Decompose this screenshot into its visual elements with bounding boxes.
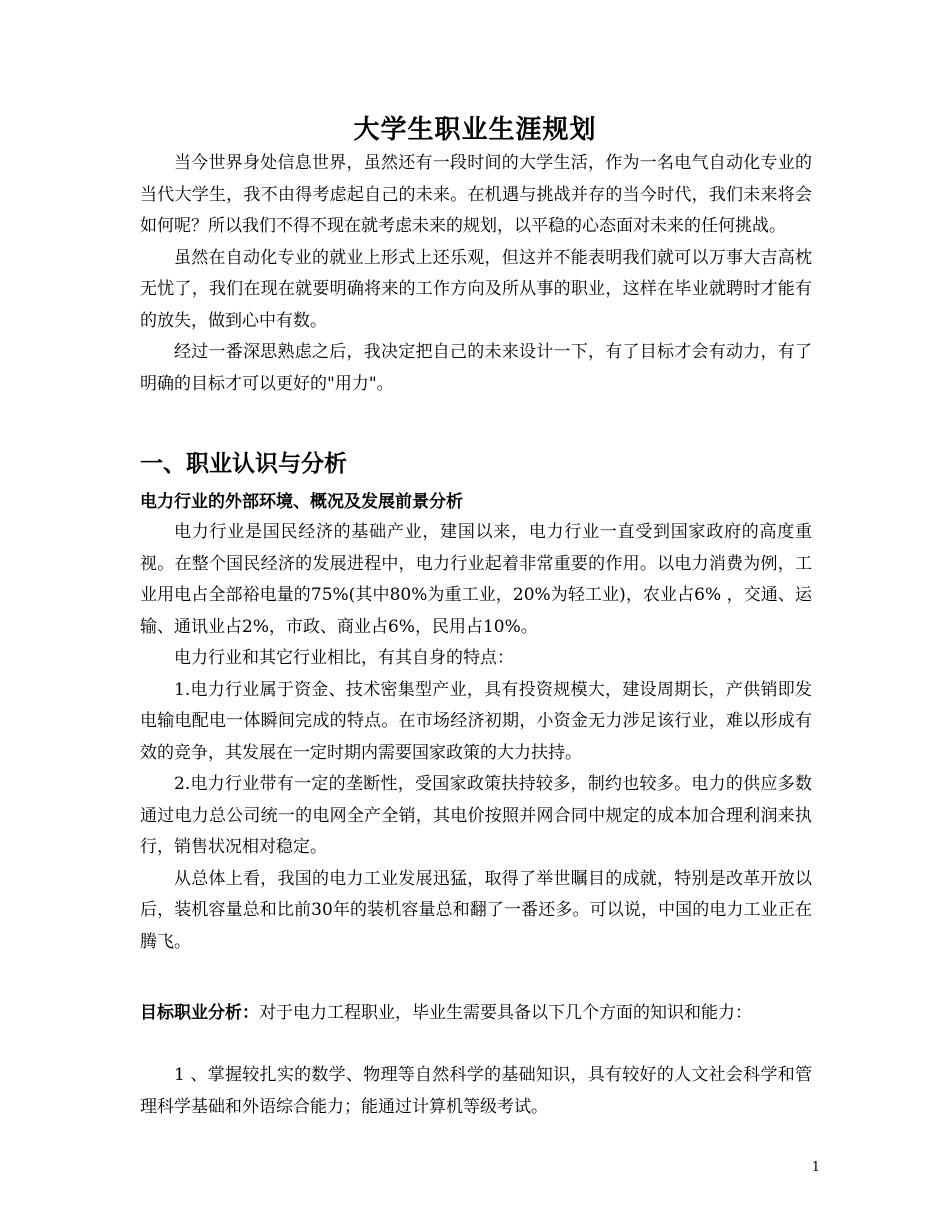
document-title: 大学生职业生涯规划: [353, 115, 597, 145]
industry-paragraph-1: 电力行业是国民经济的基础产业，建国以来，电力行业一直受到国家政府的高度重视。在整个国民经济的发展进程中，电力行业起着非常重要的作用。以电力消费为例，工业用电占全部裕电量的75%(其中80%为重工业，20%为轻工业)，农业占6% ，交通、运输、通讯业占2%，市政、商业占6%，民用占10%。: [140, 522, 812, 637]
intro-paragraph-2: 虽然在自动化专业的就业上形式上还乐观，但这并不能表明我们就可以万事大吉高枕无忧了，我们在现在就要明确将来的工作方向及所从事的职业，这样在毕业就聘时才能有的放失，做到心中有数。: [140, 247, 812, 331]
industry-analysis: [140, 517, 812, 958]
intro-paragraph-3: 经过一番深思熟虑之后，我决定把自己的未来设计一下，有了目标才会有动力，有了明确的目标才可以更好的"用力"。: [140, 342, 812, 394]
industry-paragraph-3: 1.电力行业属于资金、技术密集型产业，具有投资规模大，建设周期长，产供销即发电输电配电一体瞬间完成的特点。在市场经济初期，小资金无力涉足该行业，难以形成有效的竞争，其发展在一定时期内需要国家政策的大力扶持。: [140, 679, 812, 763]
industry-paragraph-5: 从总体上看，我国的电力工业发展迅猛，取得了举世瞩目的成就，特别是改革开放以后，装机容量总和比前30年的装机容量总和翻了一番还多。可以说，中国的电力工业正在腾飞。: [140, 868, 812, 952]
target-career-text: 对于电力工程职业，毕业生需要具备以下几个方面的知识和能力：: [259, 1003, 752, 1023]
target-career-label: 目标职业分析：: [140, 1003, 259, 1023]
requirement-item-1: 1 、掌握较扎实的数学、物理等自然科学的基础知识，具有较好的人文社会科学和管理科学基础和外语综合能力；能通过计算机等级考试。: [140, 1065, 812, 1117]
industry-paragraph-2: 电力行业和其它行业相比，有其自身的特点：: [174, 648, 514, 668]
intro-paragraph-1: 当今世界身处信息世界，虽然还有一段时间的大学生活，作为一名电气自动化专业的当代大学生，我不由得考虑起自己的未来。在机遇与挑战并存的当今时代，我们未来将会如何呢？所以我们不得不现在就考虑未来的规划，以平稳的心态面对未来的任何挑战。: [140, 153, 812, 236]
industry-paragraph-4: 2.电力行业带有一定的垄断性，受国家政策扶持较多，制约也较多。电力的供应多数通过电力总公司统一的电网全产全销，其电价按照并网合同中规定的成本加合理利润来执行，销售状况相对稳定。: [140, 774, 812, 857]
page-number: 1: [811, 1160, 820, 1175]
intro-section: [140, 148, 812, 400]
section-heading: 一、职业认识与分析: [140, 450, 347, 477]
requirements-list: [140, 1060, 812, 1123]
target-career-line: [140, 998, 820, 1028]
section-subheading: 电力行业的外部环境、概况及发展前景分析: [140, 492, 463, 512]
